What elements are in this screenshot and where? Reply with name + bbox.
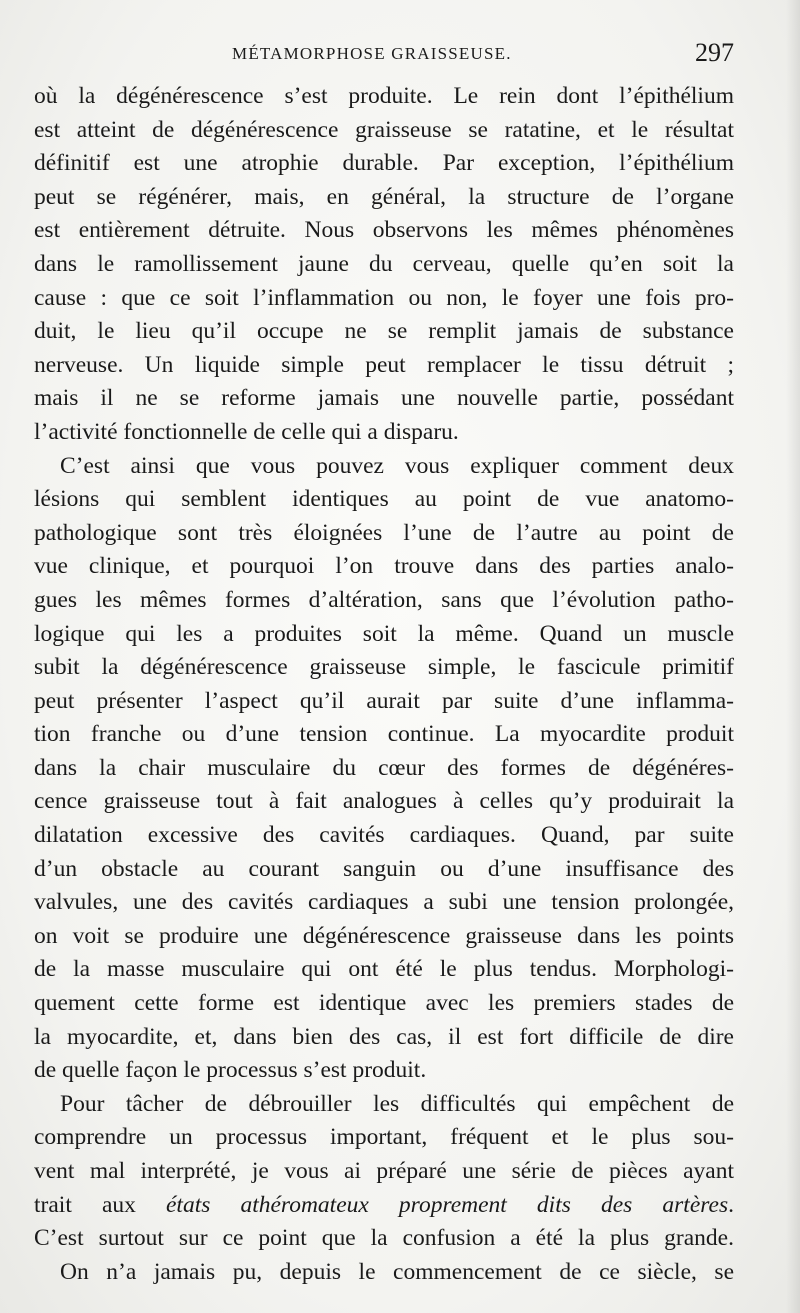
text-line: lésions qui semblent identiques au point de vue anatomo- <box>34 486 734 513</box>
text-line: est atteint de dégénérescence graisseuse se ratatine, et le résultat <box>34 116 734 143</box>
text-line: est entièrement détruite. Nous observons les mêmes phénomènes <box>34 217 734 244</box>
text-line: de la masse musculaire qui ont été le plus tendus. Morphologi- <box>34 956 734 983</box>
text-line: l’activité fonctionnelle de celle qui a disparu. <box>34 418 459 445</box>
text-line: dilatation excessive des cavités cardiaques. Quand, par suite <box>34 822 734 849</box>
paragraph-start-line: C’est ainsi que vous pouvez vous expliquer comment deux <box>60 452 734 479</box>
paragraph-start-line: Pour tâcher de débrouiller les difficultés qui empêchent de <box>60 1090 734 1117</box>
text-line: cence graisseuse tout à fait analogues à celles qu’y produirait la <box>34 788 734 815</box>
paragraph-start-line: On n’a jamais pu, depuis le commencement de ce siècle, se <box>60 1258 734 1285</box>
text-line: peut se régénérer, mais, en général, la structure de l’organe <box>34 183 734 210</box>
italic-phrase: états athéromateux proprement dits des artères <box>165 1191 729 1218</box>
text-line: quement cette forme est identique avec les premiers stades de <box>34 990 734 1017</box>
text-line: définitif est une atrophie durable. Par exception, l’épithélium <box>34 150 734 177</box>
text-line: duit, le lieu qu’il occupe ne se remplit jamais de substance <box>34 318 734 345</box>
text-line: C’est surtout sur ce point que la confusion a été la plus grande. <box>34 1225 734 1252</box>
page-number: 297 <box>695 38 734 67</box>
page-edge-shadow <box>786 0 800 1313</box>
text-line: vent mal interprété, je vous ai préparé une série de pièces ayant <box>34 1158 734 1184</box>
text-line: d’un obstacle au courant sanguin ou d’une insuffisance des <box>34 855 734 882</box>
text-line: peut présenter l’aspect qu’il aurait par suite d’une inflamma- <box>34 687 734 714</box>
text-line: valvules, une des cavités cardiaques a subi une tension prolongée, <box>34 889 734 916</box>
text-line: nerveuse. Un liquide simple peut remplacer le tissu détruit ; <box>34 351 734 378</box>
text-line: comprendre un processus important, fréquent et le plus sou- <box>34 1124 734 1151</box>
text-line-with-italic <box>34 1189 734 1223</box>
text-line: la myocardite, et, dans bien des cas, il est fort difficile de dire <box>34 1023 734 1050</box>
running-title: MÉTAMORPHOSE GRAISSEUSE. <box>232 44 512 63</box>
text-line: vue clinique, et pourquoi l’on trouve dans des parties analo- <box>34 553 734 580</box>
text-line: pathologique sont très éloignées l’une de l’autre au point de <box>34 519 734 546</box>
text-line: on voit se produire une dégénérescence graisseuse dans les points <box>34 922 734 949</box>
text-line: logique qui les a produites soit la même. Quand un muscle <box>34 620 734 647</box>
text-line: cause : que ce soit l’inflammation ou non, le foyer une fois pro- <box>34 284 734 311</box>
body-text <box>34 80 734 1289</box>
text-line: subit la dégénérescence graisseuse simple, le fascicule primitif <box>34 654 734 681</box>
text-line: de quelle façon le processus s’est produit. <box>34 1057 427 1084</box>
text-line: où la dégénérescence s’est produite. Le rein dont l’épithélium <box>34 83 734 109</box>
text-line: gues les mêmes formes d’altération, sans que l’évolution patho- <box>34 586 734 613</box>
text-line: tion franche ou d’une tension continue. La myocardite produit <box>34 721 734 748</box>
italic-line-after: . <box>728 1191 734 1218</box>
text-line: mais il ne se reforme jamais une nouvelle partie, possédant <box>34 385 734 412</box>
text-line: dans le ramollissement jaune du cerveau, quelle qu’en soit la <box>34 250 734 277</box>
italic-line-before: trait aux <box>34 1191 166 1218</box>
running-head <box>34 38 734 72</box>
text-line: dans la chair musculaire du cœur des formes de dégénéres- <box>34 754 734 781</box>
